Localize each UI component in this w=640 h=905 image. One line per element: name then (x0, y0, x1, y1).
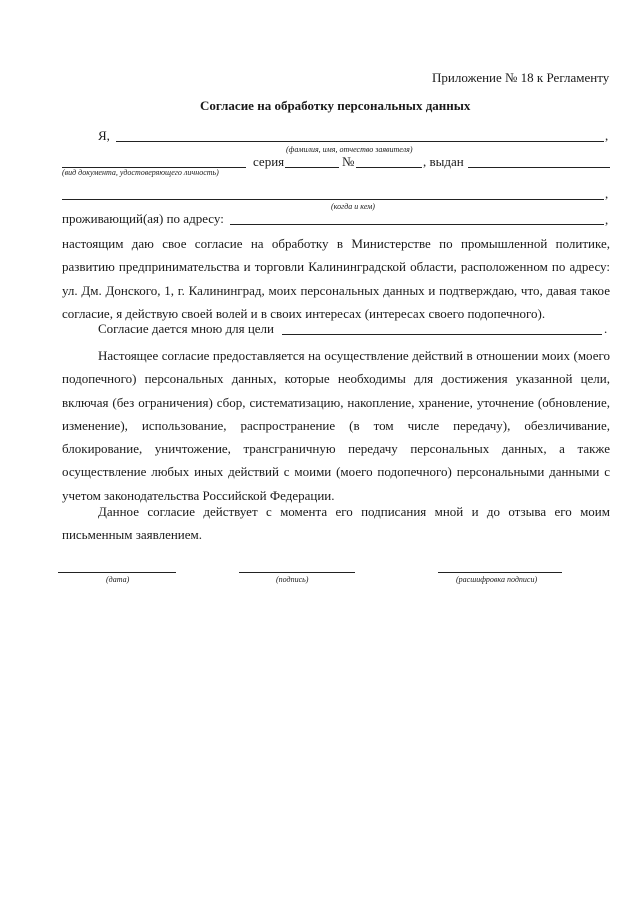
purpose-suffix: . (604, 321, 608, 336)
line1-prefix: Я, (98, 128, 110, 143)
page-title: Согласие на обработку персональных данных (200, 98, 471, 113)
consent-paragraph-2: Настоящее согласие предоставляется на осуществление действий в отношении моих (моего подопечного) персональных данных, которые необходимы для достижения указанной цели, включая (без ограничения) сбор, систематизацию, накопление, хранение, уточнение (обновление, изменение), использование, распространение (в том числе передачу), обезличивание, блокирование, уничтожение, трансграничную передачу персональных данных, а также осуществление любых иных действий с моими (моего подопечного) персональными данными с учетом законодательства Российской Федерации. (62, 348, 610, 503)
appendix-label: Приложение № 18 к Регламенту (432, 70, 610, 85)
signature-decoding-caption: (расшифровка подписи) (456, 575, 538, 584)
number-field[interactable] (356, 167, 422, 168)
document-type-caption: (вид документа, удостоверяющего личность) (62, 168, 219, 177)
date-caption: (дата) (106, 575, 130, 584)
purpose-label: Согласие дается мною для цели (98, 321, 274, 336)
line4-suffix: , (605, 212, 609, 227)
line1-suffix: , (605, 128, 609, 143)
consent-paragraph-3: Данное согласие действует с момента его подписания мной и до отзыва его моим письменным заявлением. (62, 504, 610, 543)
seria-field[interactable] (285, 167, 339, 168)
full-name-field[interactable] (116, 141, 604, 142)
signature-caption: (подпись) (276, 575, 309, 584)
address-field[interactable] (230, 224, 604, 225)
purpose-field[interactable] (282, 334, 602, 335)
consent-paragraph-1: настоящим даю свое согласие на обработку в Министерстве по промышленной политике, развитию предпринимательства и торговли Калининградской области, расположенном по адресу: ул. Дм. Донского, 1, г. Калининград, моих персональных данных и подтверждаю, что, давая такое согласие, я действую своей волей и в своих интересах (интересах своего подопечного). (62, 236, 610, 321)
seria-label: серия (253, 154, 285, 169)
number-label: № (342, 154, 355, 169)
signature-decoding-field[interactable] (438, 572, 562, 573)
issued-by-field[interactable] (62, 199, 604, 200)
address-label: проживающий(ая) по адресу: (62, 211, 224, 226)
full-name-caption: (фамилия, имя, отчество заявителя) (286, 145, 413, 154)
date-field[interactable] (58, 572, 176, 573)
issued-label: , выдан (423, 154, 464, 169)
signature-field[interactable] (239, 572, 355, 573)
issued-field[interactable] (468, 167, 610, 168)
line3-suffix: , (605, 186, 609, 201)
issued-by-caption: (когда и кем) (331, 202, 375, 211)
